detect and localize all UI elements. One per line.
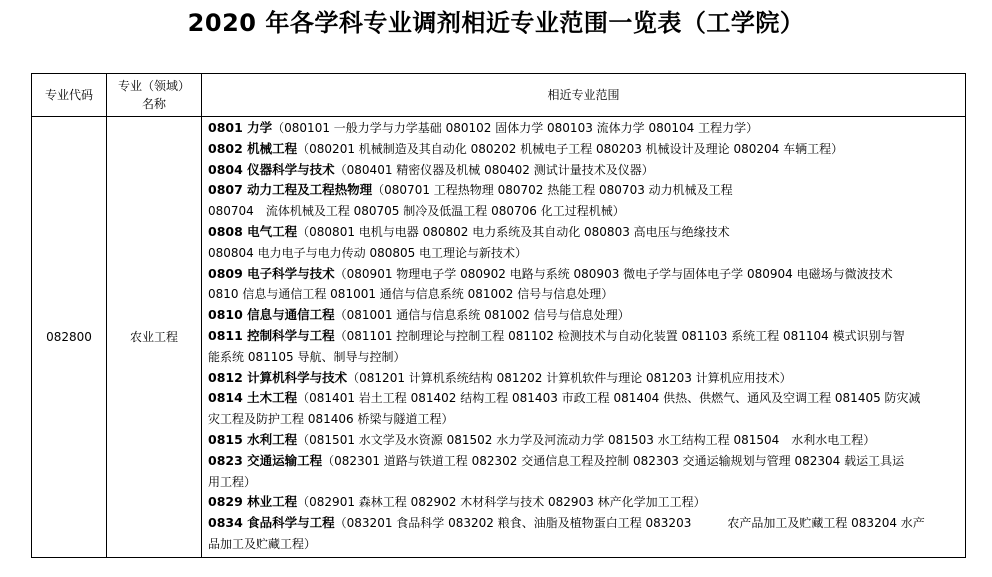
range-line [208,492,959,513]
discipline-detail: 用工程） [208,474,257,489]
range-line [208,472,959,493]
discipline-head: 0807 动力工程及工程热物理 [208,182,373,198]
discipline-detail: （081101 控制理论与控制工程 081102 检测技术与自动化装置 081103 系统工程 081104 模式识别与智 [334,328,905,343]
discipline-head: 0834 食品科学与工程 [208,515,335,531]
discipline-detail: 080804 电力电子与电力传动 080805 电工理论与新技术） [208,245,528,260]
range-line [208,513,959,534]
range-line [208,451,959,472]
range-line [208,430,959,451]
discipline-detail: （082301 道路与铁道工程 082302 交通信息工程及控制 082303 交通运输规划与管理 082304 载运工具运 [322,453,905,468]
range-line [208,388,959,409]
header-range: 相近专业范围 [202,74,966,117]
discipline-detail-cont: 水利水电工程） [791,432,876,447]
range-line [208,368,959,389]
header-name [107,74,202,117]
discipline-head: 0814 土木工程 [208,390,298,406]
discipline-head: 0815 水利工程 [208,431,298,447]
discipline-detail: （083201 食品科学 083202 粮食、油脂及植物蛋白工程 083203 [334,516,692,531]
discipline-detail: 品加工及贮藏工程） [208,536,317,551]
discipline-head: 0804 仪器科学与技术 [208,161,335,177]
discipline-detail: 能系统 081105 导航、制导与控制） [208,349,406,364]
page-title: 2020 年各学科专业调剂相近专业范围一览表（工学院） [187,9,805,37]
header-code: 专业代码 [32,74,107,117]
discipline-head: 0808 电气工程 [208,223,298,239]
discipline-detail: （080701 工程热物理 080702 热能工程 080703 动力机械及工程 [372,183,733,198]
range-line [208,139,959,160]
discipline-head: 0801 力学 [208,120,273,135]
discipline-detail: （080801 电机与电器 080802 电力系统及其自动化 080803 高电压与绝缘技术 [297,224,730,239]
major-name: 农业工程 [107,117,202,558]
header-name-line2: 名称 [141,97,166,111]
range-line [208,409,959,430]
discipline-detail-cont: 流体机械及工程 080705 制冷及低温工程 080706 化工过程机械） [265,204,625,219]
range-line [208,160,959,181]
discipline-detail: （081201 计算机系统结构 081202 计算机软件与理论 081203 计算机应用技术） [347,370,792,385]
range-line [208,243,959,264]
range-line [208,284,959,305]
related-range-cell [202,117,966,558]
range-line [208,534,959,555]
major-code: 082800 [32,117,107,558]
discipline-detail: （081501 水文学及水资源 081502 水力学及河流动力学 081503 水工结构工程 081504 [297,432,780,447]
discipline-detail: 灾工程及防护工程 081406 桥梁与隧道工程） [208,412,454,427]
range-line [208,326,959,347]
header-name-line1: 专业（领域） [117,79,190,93]
discipline-head: 0829 林业工程 [208,494,298,510]
range-line [208,222,959,243]
discipline-detail: （081401 岩土工程 081402 结构工程 081403 市政工程 081404 供热、供燃气、通风及空调工程 081405 防灾减 [297,391,921,406]
discipline-detail: 080704 [208,204,254,219]
discipline-detail: 0810 信息与通信工程 081001 通信与信息系统 081002 信号与信息处理） [208,287,614,302]
discipline-head: 0810 信息与通信工程 [208,307,335,323]
table-row [32,117,966,558]
discipline-detail: （081001 通信与信息系统 081002 信号与信息处理） [334,308,630,323]
discipline-head: 0809 电子科学与技术 [208,265,335,281]
discipline-head: 0811 控制科学与工程 [208,327,335,343]
table-header-row [32,74,966,117]
discipline-detail: （082901 森林工程 082902 木材科学与技术 082903 林产化学加工工程） [297,495,706,510]
discipline-head: 0823 交通运输工程 [208,452,323,468]
adjustment-table [31,73,966,558]
discipline-detail: （080201 机械制造及其自动化 080202 机械电子工程 080203 机械设计及理论 080204 车辆工程） [297,141,844,156]
range-line [208,180,959,201]
range-line [208,305,959,326]
range-line [208,201,959,222]
discipline-head: 0812 计算机科学与技术 [208,369,348,385]
range-line [208,118,959,139]
discipline-detail: （080101 一般力学与力学基础 080102 固体力学 080103 流体力学 080104 工程力学） [272,121,759,135]
discipline-detail: （080401 精密仪器及机械 080402 测试计量技术及仪器） [334,162,654,177]
discipline-head: 0802 机械工程 [208,140,298,156]
range-line [208,264,959,285]
discipline-detail: （080901 物理电子学 080902 电路与系统 080903 微电子学与固体电子学 080904 电磁场与微波技术 [334,266,893,281]
range-line [208,347,959,368]
discipline-detail-cont: 农产品加工及贮藏工程 083204 水产 [727,516,925,531]
